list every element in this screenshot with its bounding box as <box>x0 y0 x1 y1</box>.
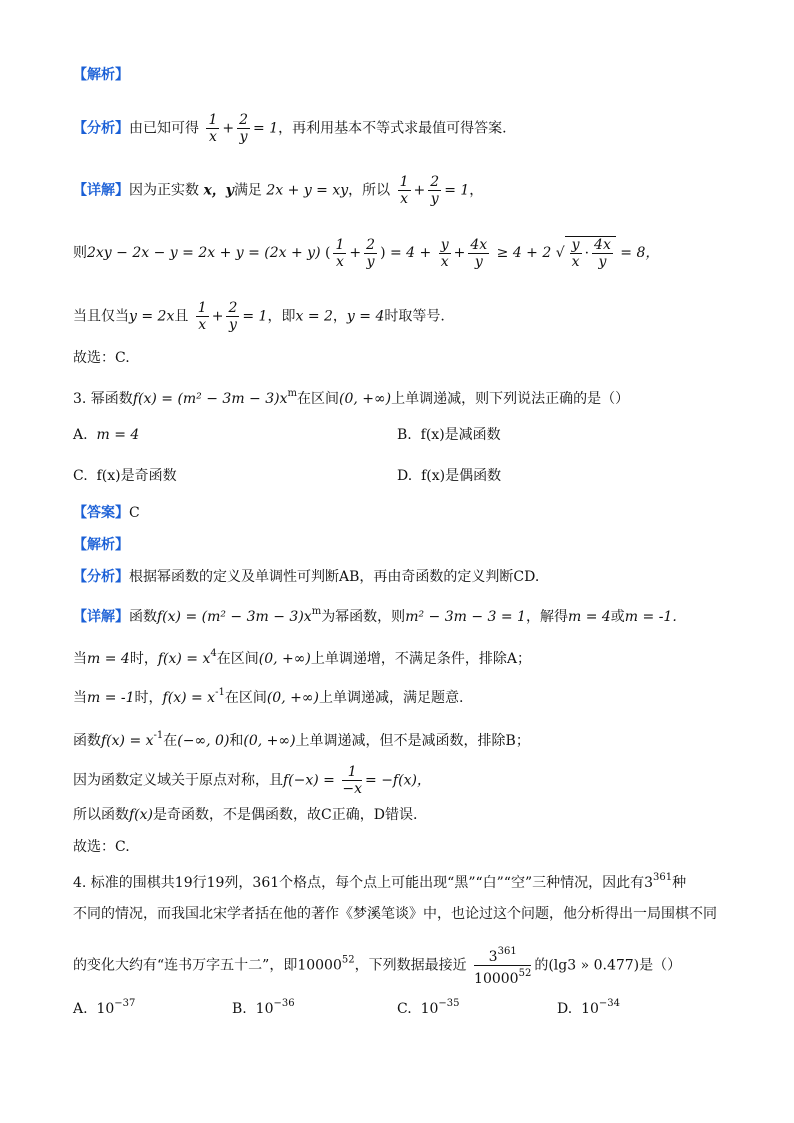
fraction: $\frac{2}{y}$ <box>239 112 249 145</box>
q4-stem-line2: 不同的情况，而我国北宋学者括在他的著作《梦溪笔谈》中，也论过这个问题，他分析得出一局围棋不同 <box>73 906 717 922</box>
q3-line-m4: 当m = 4时，$f(x) = x^4$在区间(0, +∞)上单调递增，不满足条件，排除A； <box>73 648 531 667</box>
q4-option-b: B. $10^{-36}$ <box>232 998 295 1017</box>
fraction: $\frac{1}{x}$ <box>399 174 409 207</box>
fraction: $\frac{1}{x}$ <box>335 236 345 270</box>
q2-fenxi: 【分析】由已知可得 $\frac{1}{x}$ + $\frac{2}{y}$ = 1，再利用基本不等式求最值可得答案. <box>73 112 507 145</box>
q3-option-d: D. f(x)是偶函数 <box>397 468 502 484</box>
sqrt-sign-icon: √ <box>555 245 565 261</box>
q3-line-conclusion: 所以函数f(x)是奇函数，不是偶函数，故C正确，D错误. <box>73 807 418 823</box>
fraction: $\frac{1}{-x}$ <box>342 764 363 797</box>
q3-xiangjie: 【详解】函数$f(x) = (m^2 - 3m - 3)x^m$为幂函数，则m² − 3m − 3 = 1，解得m = 4或m = -1. <box>73 606 677 625</box>
q4-stem-line1: 4. 标准的围棋共19行19列，361个格点，每个点上可能出现“黑”“白”“空”三种情况，因此有$3^{361}$种 <box>73 872 687 891</box>
fraction: $\frac{1}{x}$ <box>208 112 218 145</box>
sqrt-body: $\frac{y}{x}$ · $\frac{4x}{y}$ <box>565 236 616 270</box>
q4-option-a: A. $10^{-37}$ <box>73 998 136 1017</box>
q3-line-m-neg1: 当m = -1时，$f(x) = x^{-1}$在区间(0, +∞)上单调递减，满足题意. <box>73 687 464 706</box>
fraction: $\frac{2}{y}$ <box>366 236 376 270</box>
q3-answer: 故选：C. <box>73 839 130 855</box>
fraction: $\frac{y}{x}$ <box>440 236 449 270</box>
q2-jiexi-heading: 【解析】 <box>73 67 129 83</box>
q4-option-d: D. $10^{-34}$ <box>557 998 621 1017</box>
q4-stem-line3: 的变化大约有“连书万字五十二”，即10000$^{52}$，下列数据最接近 $\frac{3^{361}}{10000^{52}}$ 的(lg3 » 0.477)是（） <box>73 946 682 987</box>
fraction: $\frac{2}{y}$ <box>228 300 238 333</box>
q2-calc: 则2xy − 2x − y = 2x + y = (2x + y) ( $\frac{1}{x}$ + $\frac{2}{y}$ ) = 4 + $\frac{y}{x}$ + $\frac{4x}{y}$ ≥ 4 + 2 √ $\frac{y}{x}$ · $\frac{4x}{y}$ = 8， <box>73 236 660 270</box>
q3-stem: 3. 幂函数$f(x) = (m^2 - 3m - 3)x^m$在区间(0, +∞)上单调递减，则下列说法正确的是（） <box>73 388 630 407</box>
q3-answer-key: 【答案】C <box>73 505 140 521</box>
fraction: $\frac{3^{361}}{10000^{52}}$ <box>474 946 532 987</box>
q3-fenxi: 【分析】根据幂函数的定义及单调性可判断AB，再由奇函数的定义判断CD. <box>73 569 540 585</box>
fraction: $\frac{2}{y}$ <box>430 174 440 207</box>
q2-xiangjie: 【详解】因为正实数 x，y满足 2x + y = xy，所以 $\frac{1}{x}$ + $\frac{2}{y}$ = 1， <box>73 174 484 207</box>
fraction: $\frac{1}{x}$ <box>197 300 207 333</box>
q3-option-a: A. m = 4 <box>73 427 140 443</box>
q3-option-b: B. f(x)是减函数 <box>397 427 501 443</box>
q4-option-c: C. $10^{-35}$ <box>397 998 460 1017</box>
q3-line-odd: 因为函数定义域关于原点对称，且f(−x) = $\frac{1}{-x}$ = −f(x)， <box>73 764 431 797</box>
q2-answer: 故选：C. <box>73 350 130 366</box>
q3-line-decreasing: 函数$f(x) = x^{-1}$在(−∞, 0)和(0, +∞)上单调递减，但不是减函数，排除B； <box>73 730 530 749</box>
q3-option-c: C. f(x)是奇函数 <box>73 468 177 484</box>
q2-equality: 当且仅当y = 2x且 $\frac{1}{x}$ + $\frac{2}{y}$ = 1，即x = 2，y = 4时取等号. <box>73 300 445 333</box>
q3-jiexi-heading: 【解析】 <box>73 537 129 553</box>
fraction: $\frac{4x}{y}$ <box>470 236 488 270</box>
